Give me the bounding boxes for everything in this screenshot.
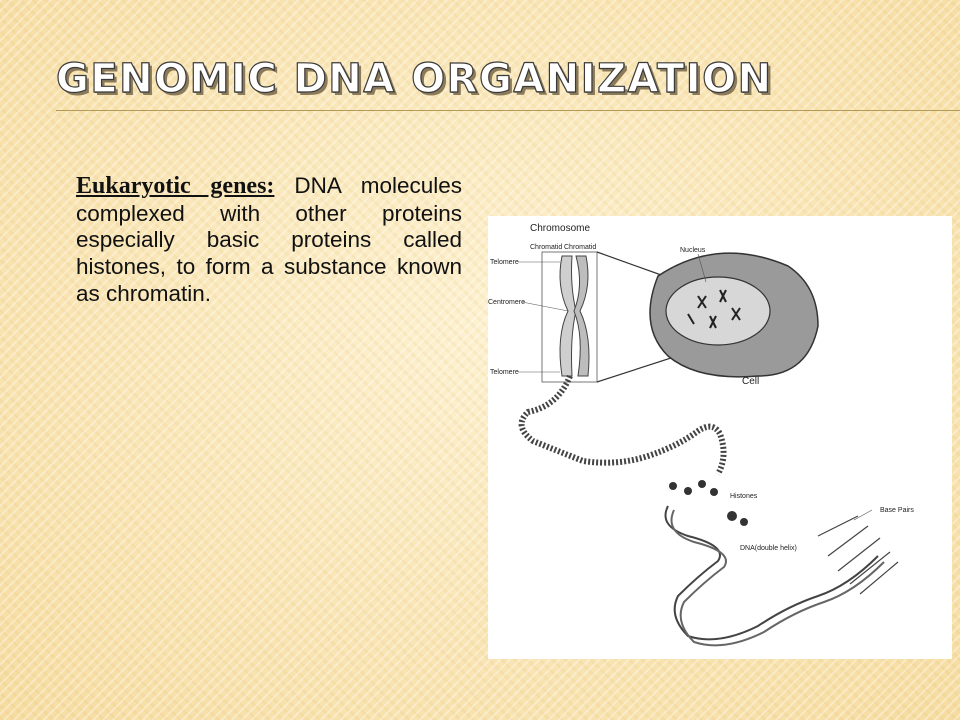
title-area: [56, 58, 960, 100]
label-chromatid-2: Chromatid: [564, 244, 597, 251]
dna-strand-a: [666, 506, 879, 639]
slide-title: GENOMIC DNA ORGANIZATION: [56, 56, 773, 102]
chromatid-left: [560, 256, 576, 376]
label-nucleus: Nucleus: [680, 247, 706, 254]
zoom-line-top: [597, 252, 664, 276]
body-paragraph: [76, 172, 462, 308]
chromatin-fiber: [522, 376, 724, 474]
leader-base-pairs: [854, 510, 872, 520]
title-divider: [56, 110, 960, 111]
base-pair-ladder: [818, 516, 898, 594]
leader-centromere: [522, 302, 568, 311]
chromatin-diagram-svg: [488, 216, 952, 659]
label-cell: Cell: [742, 376, 760, 387]
label-chromatid: Chromatid: [530, 244, 563, 251]
label-chromosome: Chromosome: [530, 223, 591, 234]
nucleosomes: [669, 480, 748, 526]
label-telomere-bottom: Telomere: [490, 369, 519, 376]
label-histones: Histones: [730, 493, 758, 500]
term-heading: Eukaryotic genes:: [76, 173, 275, 199]
label-centromere: Centromere: [488, 299, 525, 306]
label-base-pairs: Base Pairs: [880, 507, 914, 514]
chromatid-right: [574, 256, 589, 376]
nucleus: [666, 277, 770, 345]
label-telomere-top: Telomere: [490, 259, 519, 266]
label-dna: DNA(double helix): [740, 545, 797, 552]
chromatin-diagram: [488, 216, 952, 659]
body-description: DNA molecules complexed with other proteins especially basic proteins called histones, to form a substance known as chromatin.: [76, 173, 463, 306]
